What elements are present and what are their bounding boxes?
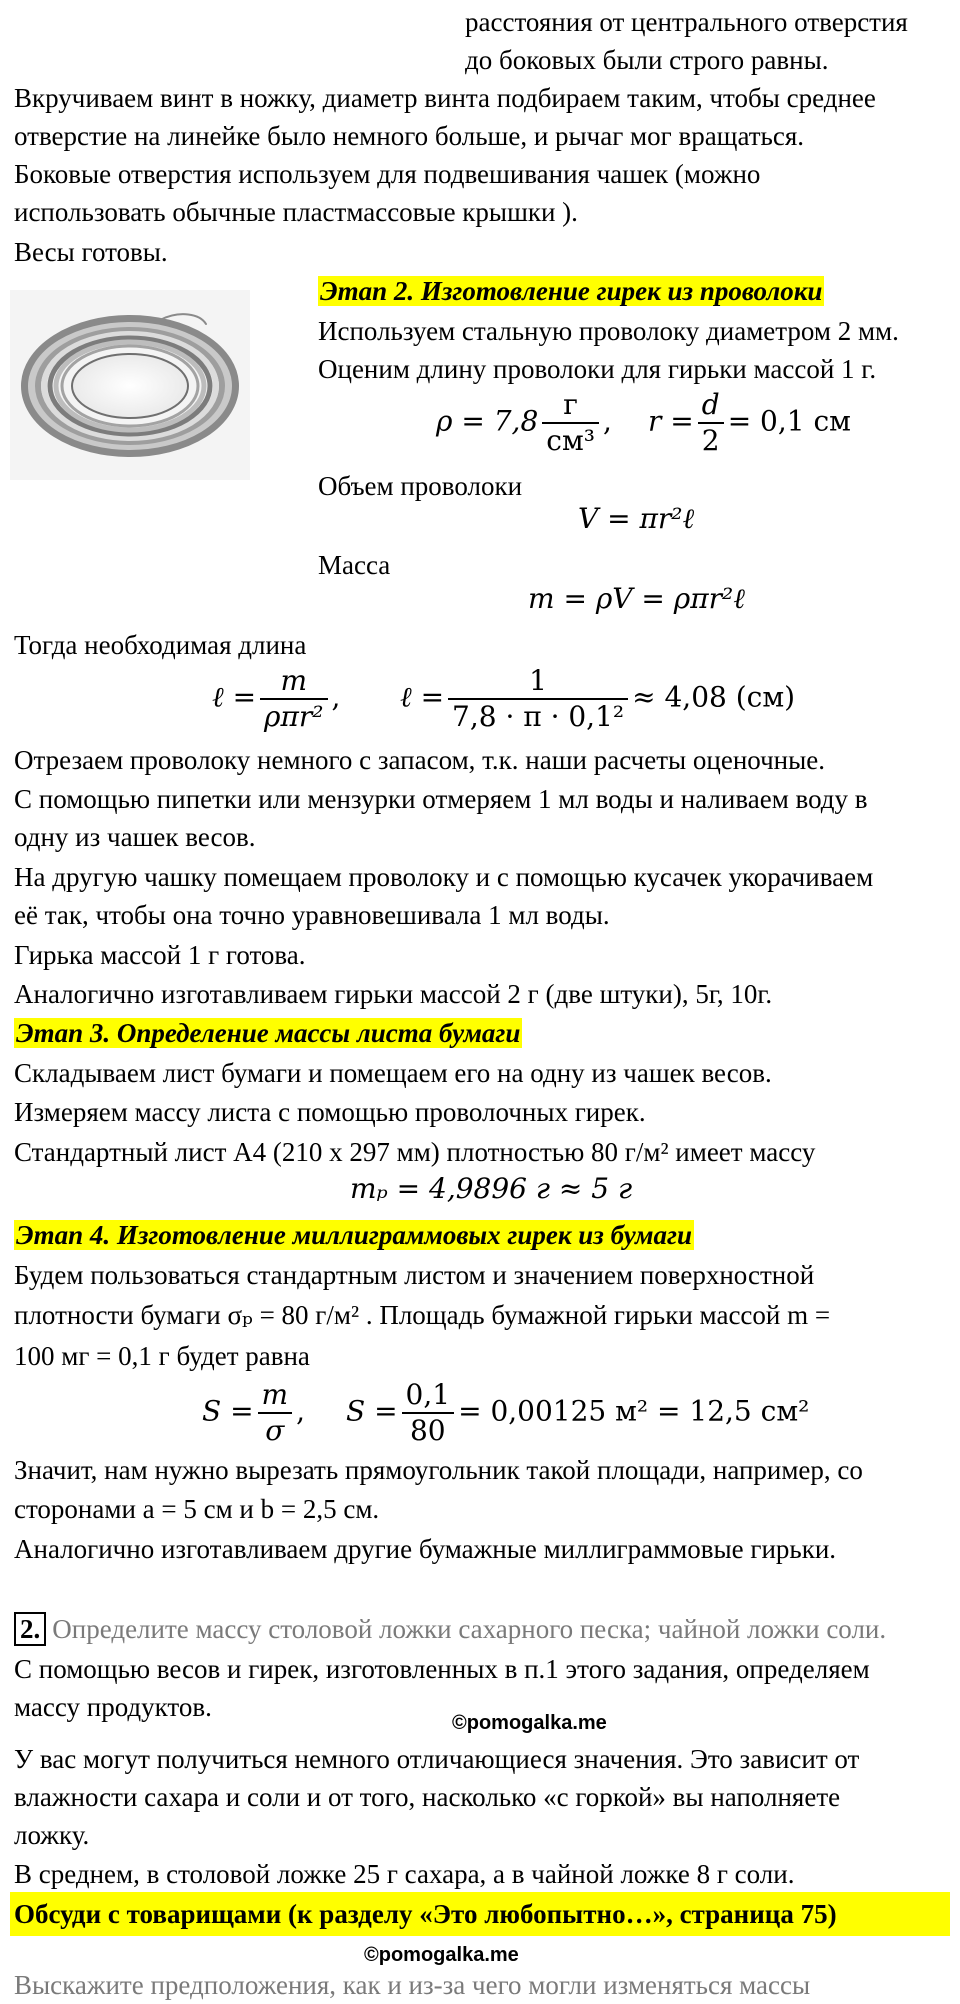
text-line: Используем стальную проволоку диаметром 2 мм. bbox=[318, 316, 899, 346]
text-line: массу продуктов. bbox=[14, 1692, 212, 1722]
text-line: Будем пользоваться стандартным листом и значением поверхностной bbox=[14, 1260, 815, 1290]
text-line: расстояния от центрального отверстия bbox=[465, 7, 908, 37]
formula-paper-mass: mₚ = 4,9896 г ≈ 5 г bbox=[350, 1172, 633, 1205]
text-line: отверстие на линейке было немного больше, и рычаг мог вращаться. bbox=[14, 121, 805, 151]
text-line: Значит, нам нужно вырезать прямоугольник такой площади, например, со bbox=[14, 1455, 863, 1485]
text-line: Аналогично изготавливаем другие бумажные миллиграммовые гирьки. bbox=[14, 1534, 837, 1564]
text-line: С помощью весов и гирек, изготовленных в п.1 этого задания, определяем bbox=[14, 1654, 870, 1684]
text-line: ложку. bbox=[14, 1820, 90, 1850]
watermark: ©pomogalka.me bbox=[364, 1944, 519, 1966]
stage2-heading: Этап 2. Изготовление гирек из проволоки bbox=[320, 276, 823, 306]
text-line: до боковых были строго равны. bbox=[465, 45, 829, 75]
text-line: Складываем лист бумаги и помещаем его на одну из чашек весов. bbox=[14, 1058, 772, 1088]
text-line: Весы готовы. bbox=[14, 237, 168, 267]
formula-length: ℓ = $\frac{m}{\text{ρπr²}}$ , bbox=[212, 664, 341, 733]
formula-area: S = $\frac{m}{\sigma}$ , bbox=[202, 1378, 306, 1447]
wire-coil-image bbox=[10, 290, 250, 480]
text-line: Выскажите предположения, как и из-за чего могли изменяться массы bbox=[14, 1970, 811, 2000]
text-line: В среднем, в столовой ложке 25 г сахара, а в чайной ложке 8 г соли. bbox=[14, 1859, 795, 1889]
text-line: сторонами a = 5 см и b = 2,5 см. bbox=[14, 1494, 380, 1524]
text-line: Аналогично изготавливаем гирьки массой 2 г (две штуки), 5г, 10г. bbox=[14, 979, 773, 1009]
stage4-heading: Этап 4. Изготовление миллиграммовых гирек из бумаги bbox=[16, 1220, 692, 1250]
formula-area-value: S = $\frac{0,1}{80}$ = 0,00125 м² = 12,5 см² bbox=[346, 1378, 810, 1447]
formula-volume: V = πr²ℓ bbox=[578, 502, 695, 535]
text-line: использовать обычные пластмассовые крышки ). bbox=[14, 197, 578, 227]
text-line: одну из чашек весов. bbox=[14, 822, 256, 852]
text-line: Боковые отверстия используем для подвешивания чашек (можно bbox=[14, 159, 761, 189]
text-line: её так, чтобы она точно уравновешивала 1 мл воды. bbox=[14, 900, 610, 930]
text-line: Оценим длину проволоки для гирьки массой 1 г. bbox=[318, 354, 877, 384]
text-line: 100 мг = 0,1 г будет равна bbox=[14, 1341, 310, 1371]
text-line: Измеряем массу листа с помощью проволочных гирек. bbox=[14, 1097, 646, 1127]
text-line: Тогда необходимая длина bbox=[14, 630, 307, 660]
task2-question: 2. Определите массу столовой ложки сахарного песка; чайной ложки соли. bbox=[14, 1610, 886, 1648]
text-line: Объем проволоки bbox=[318, 471, 523, 501]
text-line: Стандартный лист А4 (210 х 297 мм) плотностью 80 г/м² имеет массу bbox=[14, 1137, 816, 1167]
text-line: плотности бумаги σₚ = 80 г/м² . Площадь бумажной гирьки массой m = bbox=[14, 1300, 831, 1330]
formula-length-value: ℓ = $\frac{1}{\text{7,8 · π · 0,1²}}$ ≈ 4,08 (см) bbox=[400, 664, 796, 733]
text-line: На другую чашку помещаем проволоку и с помощью кусачек укорачиваем bbox=[14, 862, 874, 892]
watermark: ©pomogalka.me bbox=[452, 1712, 607, 1734]
text-line: Вкручиваем винт в ножку, диаметр винта подбираем таким, чтобы среднее bbox=[14, 83, 876, 113]
text-line: У вас могут получиться немного отличающиеся значения. Это зависит от bbox=[14, 1744, 860, 1774]
formula-density: ρ = 7,8 $\frac{г}{\text{см³}}$ , bbox=[436, 388, 612, 457]
text-line: влажности сахара и соли и от того, насколько «с горкой» вы наполняете bbox=[14, 1782, 841, 1812]
text-line: Масса bbox=[318, 550, 391, 580]
text-line: С помощью пипетки или мензурки отмеряем 1 мл воды и наливаем воду в bbox=[14, 784, 868, 814]
discussion-banner: Обсуди с товарищами (к разделу «Это любопытно…», страница 75) bbox=[10, 1892, 950, 1936]
formula-radius: r = $\frac{d}{2}$ = 0,1 см bbox=[648, 388, 851, 457]
text-line: Отрезаем проволоку немного с запасом, т.к. наши расчеты оценочные. bbox=[14, 745, 825, 775]
stage3-heading: Этап 3. Определение массы листа бумаги bbox=[16, 1018, 521, 1048]
text-line: Гирька массой 1 г готова. bbox=[14, 940, 306, 970]
formula-mass: m = ρV = ρπr²ℓ bbox=[528, 582, 745, 615]
task-number: 2. bbox=[14, 1612, 46, 1646]
